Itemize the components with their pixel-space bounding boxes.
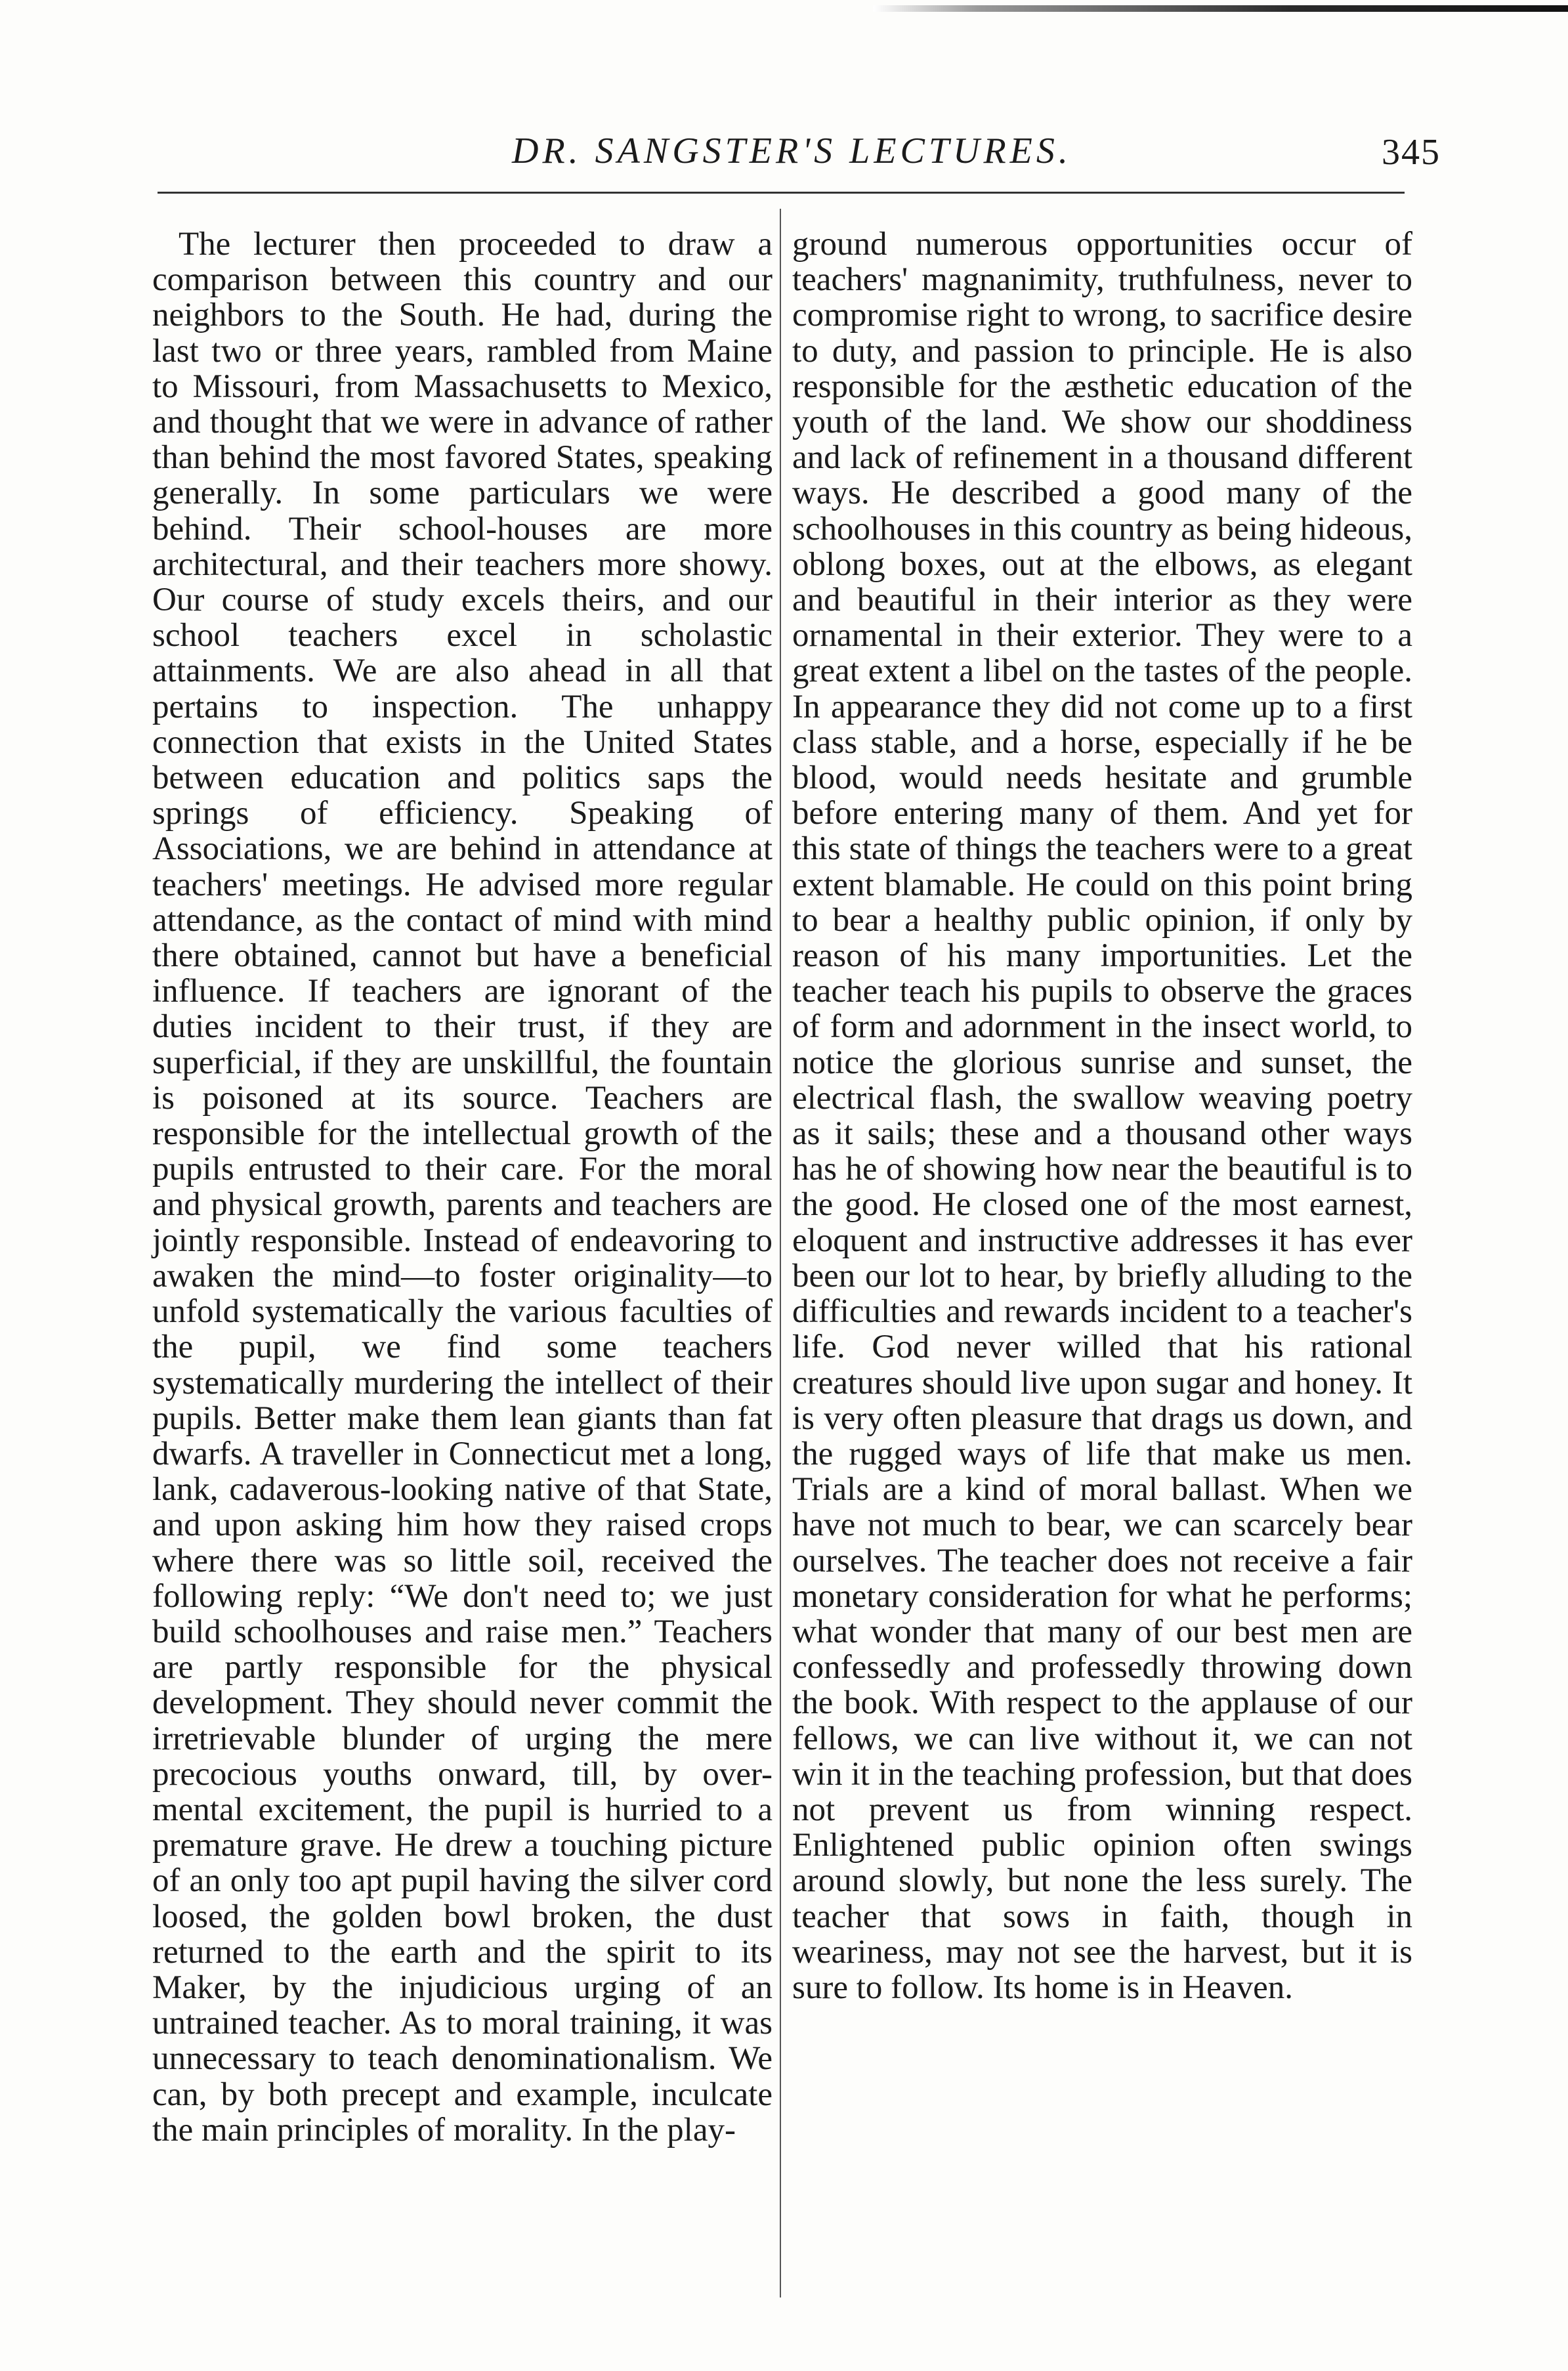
running-title: DR. SANGSTER'S LECTURES.	[512, 131, 1072, 171]
right-column	[792, 226, 1412, 2005]
body-paragraph: The lecturer then proceeded to draw a comparison between this country and our neighbors to the South. He had, during the last two or three years, rambled from Maine to Missouri, from Massachusetts to Mexico, and thought that we were in advance of rather than behind the most favored States, speaking generally. In some particulars we were behind. Their school-houses are more architectural, and their teachers more showy. Our course of study excels theirs, and our school teachers excel in scholastic attainments. We are also ahead in all that pertains to inspection. The unhappy connection that exists in the United States between education and politics saps the springs of efficiency. Speaking of Associations, we are behind in attendance at teachers' meetings. He advised more regular attendance, as the contact of mind with mind there obtained, cannot but have a beneficial influence. If teachers are ignorant of the duties incident to their trust, if they are superficial, if they are unskillful, the fountain is poisoned at its source. Teachers are responsible for the intellectual growth of the pupils entrusted to their care. For the moral and physical growth, parents and teachers are jointly responsible. Instead of endeavoring to awaken the mind—to foster originality—to unfold systematically the various faculties of the pupil, we find some teachers systematically murdering the intellect of their pupils. Better make them lean giants than fat dwarfs. A traveller in Connecticut met a long, lank, cadaverous-looking native of that State, and upon asking him how they raised crops where there was so little soil, received the following reply: “We don't need to; we just build schoolhouses and raise men.” Teachers are partly responsible for the physical development. They should never commit the irretrievable blunder of urging the mere precocious youths onward, till, by over-mental excitement, the pupil is hurried to a premature grave. He drew a touching picture of an only too apt pupil having the silver cord loosed, the golden bowl broken, the dust returned to the earth and the spirit to its Maker, by the injudicious urging of an untrained teacher. As to moral training, it was unnecessary to teach denominationalism. We can, by both precept and example, inculcate the main principles of morality. In the play-	[152, 226, 773, 2148]
column-divider	[780, 209, 781, 2297]
header-rule	[158, 192, 1405, 194]
body-paragraph: ground numerous opportunities occur of teachers' magnanimity, truthfulness, never to compromise right to wrong, to sacrifice desire to duty, and passion to principle. He is also responsible for the æsthetic education of the youth of the land. We show our shoddiness and lack of refinement in a thousand different ways. He described a good many of the schoolhouses in this country as being hideous, oblong boxes, out at the elbows, as elegant and beautiful in their interior as they were ornamental in their exterior. They were to a great extent a libel on the tastes of the people. In appearance they did not come up to a first class stable, and a horse, especially if he be blood, would needs hesitate and grumble before entering many of them. And yet for this state of things the teachers were to a great extent blamable. He could on this point bring to bear a healthy public opinion, if only by reason of his many importunities. Let the teacher teach his pupils to observe the graces of form and adornment in the insect world, to notice the glorious sunrise and sunset, the electrical flash, the swallow weaving poetry as it sails; these and a thousand other ways has he of showing how near the beautiful is to the good. He closed one of the most earnest, eloquent and instructive addresses it has ever been our lot to hear, by briefly alluding to the difficulties and rewards incident to a teacher's life. God never willed that his rational creatures should live upon sugar and honey. It is very often pleasure that drags us down, and the rugged ways of life that make us men. Trials are a kind of moral ballast. When we have not much to bear, we can scarcely bear ourselves. The teacher does not receive a fair monetary consideration for what he performs; what wonder that many of our best men are confessedly and professedly throwing down the book. With respect to the applause of our fellows, we can live without it, we can not win it in the teaching profession, but that does not prevent us from winning respect. Enlightened public opinion often swings around slowly, but none the less surely. The teacher that sows in faith, though in weariness, may not see the harvest, but it is sure to follow. Its home is in Heaven.	[792, 226, 1412, 2006]
left-column	[152, 226, 773, 2148]
page-number: 345	[1382, 132, 1441, 173]
top-edge-rule	[873, 5, 1568, 12]
